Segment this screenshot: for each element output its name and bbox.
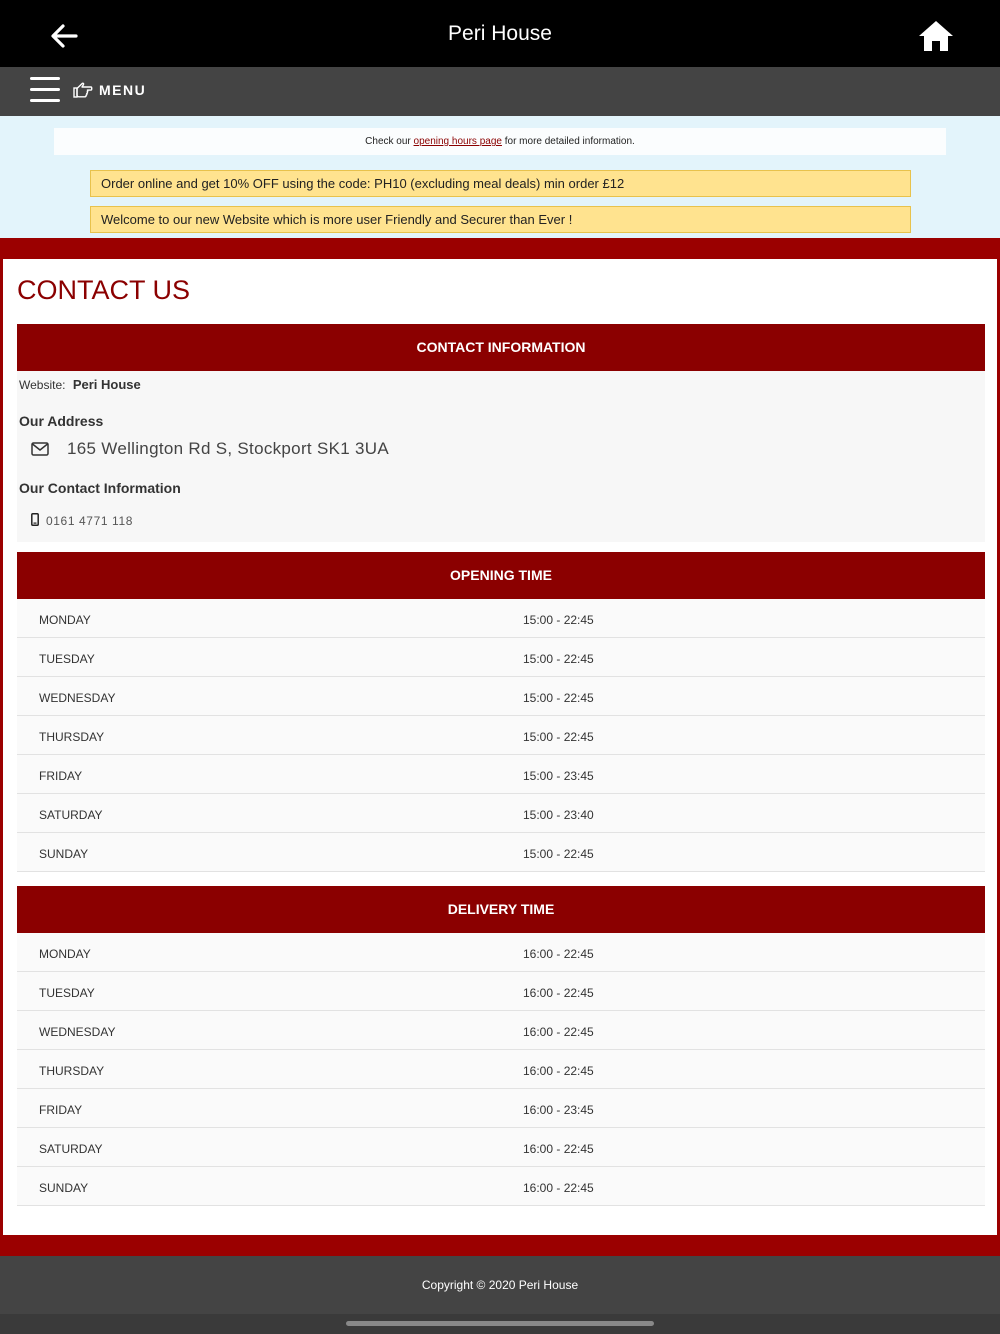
- table-row: [17, 755, 985, 794]
- time-value: 15:00 - 22:45: [523, 730, 594, 744]
- note-prefix: Check our: [365, 136, 411, 147]
- table-row: [17, 972, 985, 1011]
- menu-bar[interactable]: [0, 67, 1000, 116]
- table-row: [17, 638, 985, 677]
- time-value: 16:00 - 22:45: [523, 1181, 594, 1195]
- promo-banner: Order online and get 10% OFF using the code: PH10 (excluding meal deals) min order £12: [90, 170, 911, 197]
- table-row: [17, 933, 985, 972]
- time-value: 15:00 - 22:45: [523, 691, 594, 705]
- top-bar: [0, 0, 1000, 67]
- time-value: 16:00 - 22:45: [523, 1064, 594, 1078]
- phone-number[interactable]: 0161 4771 118: [46, 514, 133, 528]
- main-content: [0, 259, 1000, 1235]
- page-title: CONTACT US: [17, 275, 191, 305]
- contact-title: Our Contact Information: [19, 480, 181, 496]
- time-value: 16:00 - 23:45: [523, 1103, 594, 1117]
- time-value: 15:00 - 22:45: [523, 652, 594, 666]
- day-label: FRIDAY: [39, 769, 83, 783]
- opening-hours-note: [54, 128, 946, 155]
- red-band: [0, 238, 1000, 259]
- day-label: SATURDAY: [39, 1142, 103, 1156]
- table-row: [17, 1011, 985, 1050]
- time-value: 16:00 - 22:45: [523, 947, 594, 961]
- contact-info-box: [17, 371, 985, 542]
- table-row: [17, 716, 985, 755]
- day-label: FRIDAY: [39, 1103, 83, 1117]
- address-text: 165 Wellington Rd S, Stockport SK1 3UA: [67, 439, 389, 458]
- pointing-hand-icon: [73, 80, 93, 100]
- table-row: [17, 599, 985, 638]
- time-value: 15:00 - 22:45: [523, 847, 594, 861]
- opening-hours-link[interactable]: opening hours page: [413, 136, 502, 147]
- table-row: [17, 1167, 985, 1206]
- table-row: [17, 677, 985, 716]
- table-row: [17, 833, 985, 872]
- time-value: 15:00 - 23:40: [523, 808, 594, 822]
- menu-label[interactable]: MENU: [99, 82, 147, 98]
- day-label: THURSDAY: [39, 730, 105, 744]
- envelope-icon: [31, 442, 49, 456]
- table-row: [17, 1089, 985, 1128]
- home-icon[interactable]: [916, 18, 956, 54]
- bottom-strip: [0, 1314, 1000, 1334]
- day-label: WEDNESDAY: [39, 691, 116, 705]
- delivery-time-table: [17, 933, 985, 1206]
- time-value: 15:00 - 23:45: [523, 769, 594, 783]
- mobile-phone-icon: [31, 513, 39, 526]
- day-label: TUESDAY: [39, 652, 95, 666]
- home-indicator[interactable]: [346, 1321, 654, 1326]
- note-suffix: for more detailed information.: [504, 136, 635, 147]
- table-row: [17, 1050, 985, 1089]
- delivery-time-header: DELIVERY TIME: [17, 886, 985, 933]
- day-label: THURSDAY: [39, 1064, 105, 1078]
- address-title: Our Address: [19, 413, 104, 429]
- day-label: SUNDAY: [39, 1181, 89, 1195]
- notice-area: [0, 116, 1000, 238]
- day-label: TUESDAY: [39, 986, 95, 1000]
- day-label: WEDNESDAY: [39, 1025, 116, 1039]
- day-label: MONDAY: [39, 947, 91, 961]
- table-row: [17, 1128, 985, 1167]
- time-value: 15:00 - 22:45: [523, 613, 594, 627]
- app-title: Peri House: [448, 22, 552, 45]
- day-label: SATURDAY: [39, 808, 103, 822]
- contact-info-header: CONTACT INFORMATION: [17, 324, 985, 371]
- time-value: 16:00 - 22:45: [523, 986, 594, 1000]
- red-band: [0, 1235, 1000, 1256]
- hamburger-icon[interactable]: [30, 77, 60, 105]
- welcome-banner: Welcome to our new Website which is more user Friendly and Securer than Ever !: [90, 206, 911, 233]
- website-line: [19, 377, 141, 392]
- time-value: 16:00 - 22:45: [523, 1025, 594, 1039]
- website-value[interactable]: Peri House: [72, 377, 141, 392]
- day-label: SUNDAY: [39, 847, 89, 861]
- opening-time-header: OPENING TIME: [17, 552, 985, 599]
- footer-copyright: Copyright © 2020 Peri House: [0, 1256, 1000, 1314]
- opening-time-table: [17, 599, 985, 872]
- day-label: MONDAY: [39, 613, 91, 627]
- website-label: Website:: [19, 378, 66, 392]
- table-row: [17, 794, 985, 833]
- time-value: 16:00 - 22:45: [523, 1142, 594, 1156]
